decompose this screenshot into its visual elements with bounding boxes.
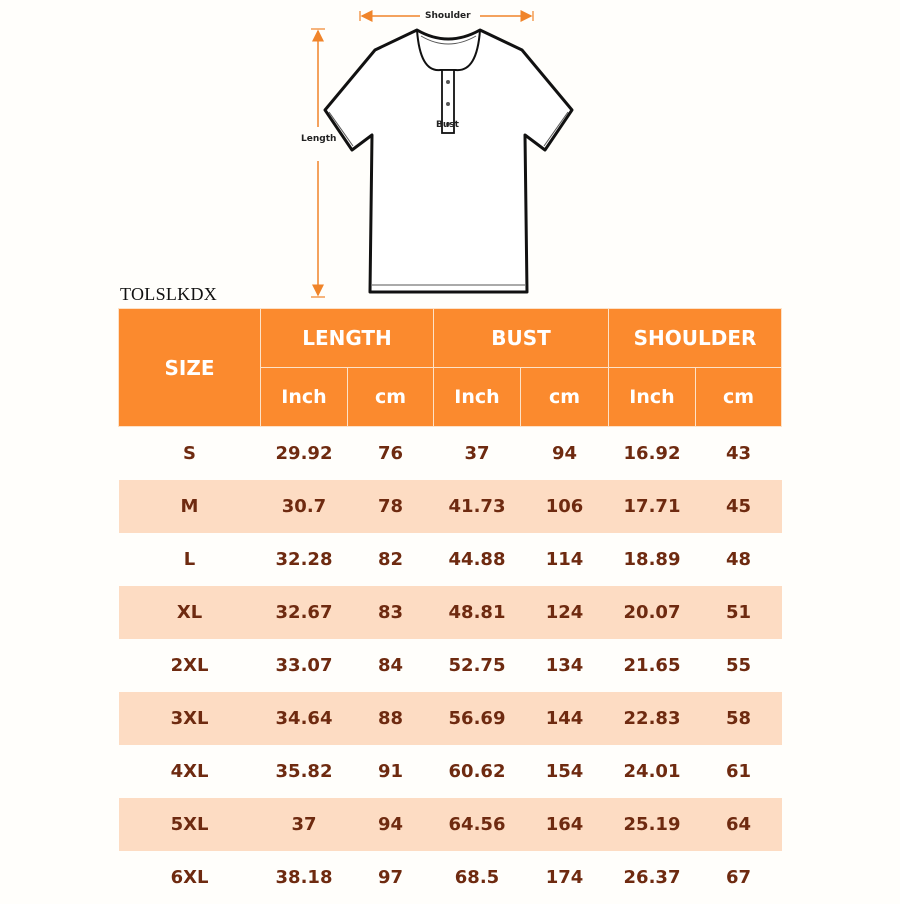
- bust-inch-cell: 64.56: [434, 798, 521, 851]
- bust-cm-cell: 94: [551, 443, 578, 464]
- length-header: LENGTH: [261, 309, 434, 368]
- table-row: [119, 427, 782, 481]
- bust-cm-cell: 144: [521, 692, 609, 745]
- brand-name: TOLSLKDX: [120, 284, 218, 304]
- length-cm-cell: 91: [377, 761, 404, 782]
- shoulder-cm-cell: 64: [696, 798, 782, 851]
- bust-inch-cell: 52.75: [448, 655, 506, 676]
- shoulder-header: SHOULDER: [609, 309, 782, 368]
- length-inch-header: Inch: [261, 368, 348, 427]
- length-inch-cell: 30.7: [261, 480, 348, 533]
- shoulder-cm-cell: 43: [725, 443, 752, 464]
- shoulder-inch-cell: 24.01: [623, 761, 681, 782]
- table-row: [119, 480, 782, 533]
- length-cm-header: cm: [348, 368, 434, 427]
- shoulder-inch-cell: 22.83: [609, 692, 696, 745]
- bust-inch-cell: 56.69: [434, 692, 521, 745]
- length-cm-cell: 82: [377, 549, 404, 570]
- size-cell: L: [183, 549, 196, 570]
- shoulder-label: Shoulder: [425, 11, 471, 21]
- shoulder-inch-cell: 25.19: [609, 798, 696, 851]
- length-cm-cell: 83: [348, 586, 434, 639]
- shoulder-cm-cell: 45: [696, 480, 782, 533]
- length-inch-cell: 34.64: [261, 692, 348, 745]
- size-cell: 6XL: [170, 867, 209, 888]
- bust-inch-cell: 37: [464, 443, 490, 464]
- bust-cm-cell: 174: [545, 867, 584, 888]
- shoulder-cm-cell: 48: [725, 549, 752, 570]
- length-inch-cell: 37: [261, 798, 348, 851]
- bust-cm-cell: 134: [545, 655, 584, 676]
- table-row: [119, 639, 782, 692]
- size-header: SIZE: [119, 309, 261, 427]
- length-inch-cell: 29.92: [275, 443, 333, 464]
- bust-inch-cell: 60.62: [448, 761, 506, 782]
- length-label: Length: [301, 134, 337, 144]
- shoulder-cm-cell: 51: [696, 586, 782, 639]
- bust-inch-cell: 68.5: [454, 867, 500, 888]
- shoulder-cm-header: cm: [696, 368, 782, 427]
- length-inch-cell: 35.82: [275, 761, 333, 782]
- length-cm-cell: 84: [377, 655, 404, 676]
- shoulder-inch-header: Inch: [609, 368, 696, 427]
- length-cm-cell: 88: [348, 692, 434, 745]
- bust-header: BUST: [434, 309, 609, 368]
- bust-cm-cell: 106: [521, 480, 609, 533]
- size-cell: 3XL: [119, 692, 261, 745]
- bust-cm-header: cm: [521, 368, 609, 427]
- bust-cm-cell: 114: [545, 549, 584, 570]
- shoulder-inch-cell: 26.37: [623, 867, 681, 888]
- bust-inch-cell: 44.88: [448, 549, 506, 570]
- shoulder-cm-cell: 67: [725, 867, 752, 888]
- table-row: [119, 586, 782, 639]
- shoulder-cm-cell: 61: [725, 761, 752, 782]
- table-row: [119, 745, 782, 798]
- henley-shirt-icon: [0, 0, 900, 305]
- length-cm-cell: 78: [348, 480, 434, 533]
- length-inch-cell: 33.07: [275, 655, 333, 676]
- length-cm-cell: 97: [377, 867, 404, 888]
- table-row: [119, 533, 782, 586]
- bust-cm-cell: 154: [545, 761, 584, 782]
- shoulder-inch-cell: 18.89: [623, 549, 681, 570]
- shoulder-inch-cell: 21.65: [623, 655, 681, 676]
- size-cell: S: [183, 443, 196, 464]
- length-inch-cell: 38.18: [275, 867, 333, 888]
- bust-inch-cell: 41.73: [434, 480, 521, 533]
- shoulder-cm-cell: 55: [725, 655, 752, 676]
- bust-cm-cell: 164: [521, 798, 609, 851]
- shoulder-inch-cell: 20.07: [609, 586, 696, 639]
- size-cell: M: [119, 480, 261, 533]
- length-cm-cell: 76: [377, 443, 404, 464]
- shoulder-cm-cell: 58: [696, 692, 782, 745]
- length-cm-cell: 94: [348, 798, 434, 851]
- table-row: [119, 851, 782, 904]
- length-inch-cell: 32.67: [261, 586, 348, 639]
- bust-label: Bust: [436, 120, 459, 130]
- bust-inch-cell: 48.81: [434, 586, 521, 639]
- size-cell: 2XL: [170, 655, 209, 676]
- size-cell: XL: [119, 586, 261, 639]
- shirt-measurement-diagram: [0, 0, 900, 305]
- size-cell: 4XL: [170, 761, 209, 782]
- length-inch-cell: 32.28: [275, 549, 333, 570]
- size-chart-table: [118, 308, 782, 904]
- bust-inch-header: Inch: [434, 368, 521, 427]
- bust-cm-cell: 124: [521, 586, 609, 639]
- size-cell: 5XL: [119, 798, 261, 851]
- table-row: [119, 692, 782, 745]
- shoulder-inch-cell: 17.71: [609, 480, 696, 533]
- table-row: [119, 798, 782, 851]
- shoulder-inch-cell: 16.92: [623, 443, 681, 464]
